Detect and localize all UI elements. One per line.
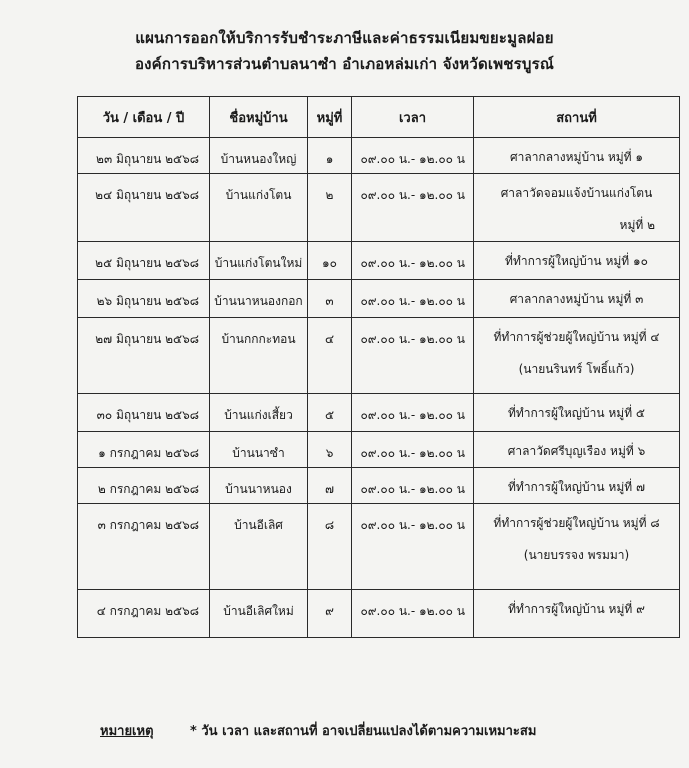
footnote-text: * วัน เวลา และสถานที่ อาจเปลี่ยนแปลงได้ตามความเหมาะสม bbox=[190, 724, 537, 739]
cell-date: ๒ กรกฎาคม ๒๕๖๘ bbox=[78, 468, 210, 504]
cell-date: ๒๔ มิถุนายน ๒๕๖๘ bbox=[78, 174, 210, 242]
cell-village: บ้านกกกะทอน bbox=[210, 318, 308, 394]
cell-moo: ๓ bbox=[308, 280, 352, 318]
cell-village: บ้านนาซำ bbox=[210, 432, 308, 468]
cell-village: บ้านนาหนองกอก bbox=[210, 280, 308, 318]
table-row bbox=[78, 504, 680, 590]
cell-moo: ๖ bbox=[308, 432, 352, 468]
cell-time: ๐๙.๐๐ น.- ๑๒.๐๐ น bbox=[352, 280, 474, 318]
table-row bbox=[78, 590, 680, 638]
schedule-table bbox=[77, 96, 680, 638]
cell-village: บ้านหนองใหญ่ bbox=[210, 138, 308, 174]
footnote bbox=[100, 720, 536, 741]
footnote-label: หมายเหตุ bbox=[100, 724, 154, 739]
column-header-village: ชื่อหมู่บ้าน bbox=[210, 97, 308, 138]
place-line1: ที่ทำการผู้ช่วยผู้ใหญ่บ้าน หมู่ที่ ๘ bbox=[493, 516, 660, 530]
cell-village: บ้านแก่งโตน bbox=[210, 174, 308, 242]
cell-time: ๐๙.๐๐ น.- ๑๒.๐๐ น bbox=[352, 468, 474, 504]
cell-date: ๒๕ มิถุนายน ๒๕๖๘ bbox=[78, 242, 210, 280]
cell-place bbox=[474, 242, 680, 280]
cell-moo: ๗ bbox=[308, 468, 352, 504]
place-line2: หมู่ที่ ๒ bbox=[619, 218, 655, 232]
place-line1: ที่ทำการผู้ใหญ่บ้าน หมู่ที่ ๙ bbox=[508, 602, 645, 616]
cell-moo: ๔ bbox=[308, 318, 352, 394]
cell-village: บ้านอีเลิศ bbox=[210, 504, 308, 590]
cell-date: ๑ กรกฎาคม ๒๕๖๘ bbox=[78, 432, 210, 468]
cell-date: ๒๖ มิถุนายน ๒๕๖๘ bbox=[78, 280, 210, 318]
cell-place bbox=[474, 504, 680, 590]
table-row bbox=[78, 432, 680, 468]
cell-place bbox=[474, 468, 680, 504]
cell-time: ๐๙.๐๐ น.- ๑๒.๐๐ น bbox=[352, 318, 474, 394]
cell-time: ๐๙.๐๐ น.- ๑๒.๐๐ น bbox=[352, 138, 474, 174]
document-title-line1: แผนการออกให้บริการรับชำระภาษีและค่าธรรมเนียมขยะมูลฝอย bbox=[135, 29, 554, 47]
cell-village: บ้านนาหนอง bbox=[210, 468, 308, 504]
cell-moo: ๒ bbox=[308, 174, 352, 242]
cell-moo: ๑ bbox=[308, 138, 352, 174]
cell-date: ๒๗ มิถุนายน ๒๕๖๘ bbox=[78, 318, 210, 394]
cell-place bbox=[474, 280, 680, 318]
table-row bbox=[78, 138, 680, 174]
place-line1: ศาลากลางหมู่บ้าน หมู่ที่ ๓ bbox=[509, 292, 644, 306]
cell-time: ๐๙.๐๐ น.- ๑๒.๐๐ น bbox=[352, 432, 474, 468]
place-line1: ที่ทำการผู้ใหญ่บ้าน หมู่ที่ ๑๐ bbox=[505, 254, 648, 268]
cell-moo: ๘ bbox=[308, 504, 352, 590]
cell-moo: ๑๐ bbox=[308, 242, 352, 280]
place-line1: ศาลาวัดศรีบุญเรือง หมู่ที่ ๖ bbox=[507, 444, 646, 458]
cell-time: ๐๙.๐๐ น.- ๑๒.๐๐ น bbox=[352, 174, 474, 242]
cell-place bbox=[474, 318, 680, 394]
place-line1: ที่ทำการผู้ใหญ่บ้าน หมู่ที่ ๗ bbox=[508, 480, 645, 494]
cell-moo: ๙ bbox=[308, 590, 352, 638]
place-line2: (นายนรินทร์ โพธิ์แก้ว) bbox=[518, 362, 635, 376]
column-header-date: วัน / เดือน / ปี bbox=[78, 97, 210, 138]
place-line1: ศาลากลางหมู่บ้าน หมู่ที่ ๑ bbox=[509, 150, 644, 164]
table-row bbox=[78, 174, 680, 242]
place-line2: (นายบรรจง พรมมา) bbox=[523, 548, 630, 562]
column-header-time: เวลา bbox=[352, 97, 474, 138]
cell-time: ๐๙.๐๐ น.- ๑๒.๐๐ น bbox=[352, 394, 474, 432]
cell-time: ๐๙.๐๐ น.- ๑๒.๐๐ น bbox=[352, 590, 474, 638]
cell-place bbox=[474, 394, 680, 432]
cell-date: ๔ กรกฎาคม ๒๕๖๘ bbox=[78, 590, 210, 638]
cell-place bbox=[474, 138, 680, 174]
cell-moo: ๕ bbox=[308, 394, 352, 432]
table-row bbox=[78, 242, 680, 280]
table-header-row bbox=[78, 97, 680, 138]
cell-date: ๓ กรกฎาคม ๒๕๖๘ bbox=[78, 504, 210, 590]
cell-place bbox=[474, 432, 680, 468]
column-header-place: สถานที่ bbox=[474, 97, 680, 138]
cell-place bbox=[474, 174, 680, 242]
cell-date: ๒๓ มิถุนายน ๒๕๖๘ bbox=[78, 138, 210, 174]
cell-village: บ้านอีเลิศใหม่ bbox=[210, 590, 308, 638]
place-line1: ศาลาวัดจอมแจ้งบ้านแก่งโตน bbox=[500, 186, 653, 200]
table-row bbox=[78, 280, 680, 318]
cell-village: บ้านแก่งเสี้ยว bbox=[210, 394, 308, 432]
place-line1: ที่ทำการผู้ใหญ่บ้าน หมู่ที่ ๕ bbox=[507, 406, 646, 420]
cell-time: ๐๙.๐๐ น.- ๑๒.๐๐ น bbox=[352, 504, 474, 590]
table-row bbox=[78, 318, 680, 394]
table-row bbox=[78, 468, 680, 504]
table-row bbox=[78, 394, 680, 432]
cell-village: บ้านแก่งโตนใหม่ bbox=[210, 242, 308, 280]
place-line1: ที่ทำการผู้ช่วยผู้ใหญ่บ้าน หมู่ที่ ๔ bbox=[493, 330, 660, 344]
cell-place bbox=[474, 590, 680, 638]
cell-time: ๐๙.๐๐ น.- ๑๒.๐๐ น bbox=[352, 242, 474, 280]
column-header-moo: หมู่ที่ bbox=[308, 97, 352, 138]
document-title-line2: องค์การบริหารส่วนตำบลนาซำ อำเภอหล่มเก่า จังหวัดเพชรบูรณ์ bbox=[134, 55, 555, 73]
cell-date: ๓๐ มิถุนายน ๒๕๖๘ bbox=[78, 394, 210, 432]
